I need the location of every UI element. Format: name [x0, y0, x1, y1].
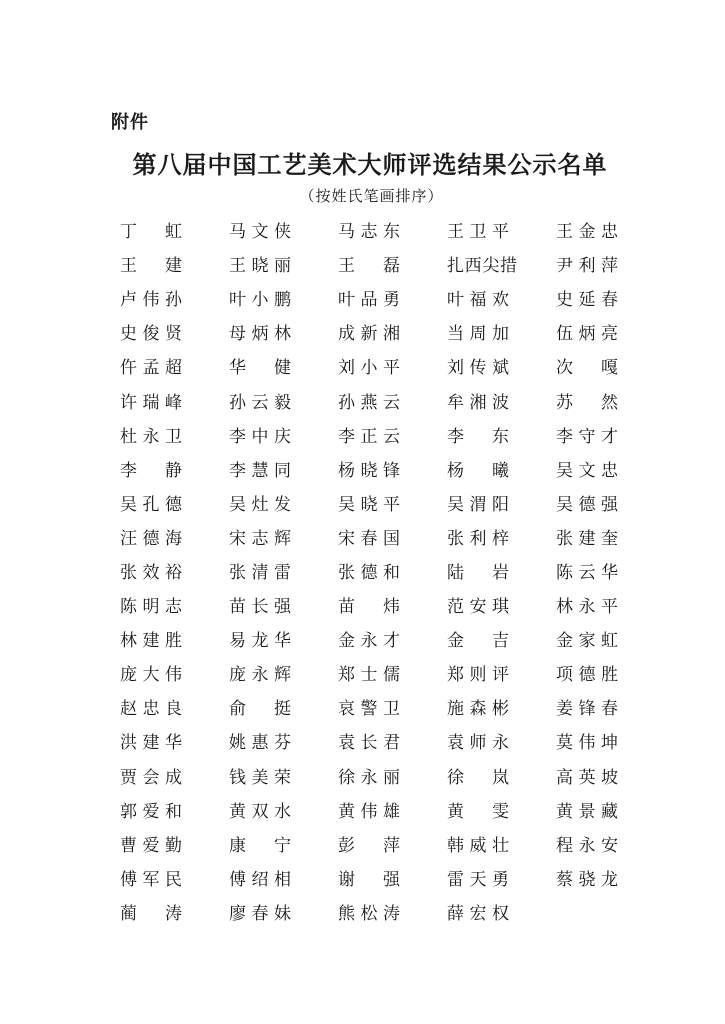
name-entry: 徐 永 丽 [338, 767, 400, 788]
name-entry: 张 利 梓 [447, 528, 509, 549]
name-entry: 庞 永 辉 [229, 665, 291, 686]
name-entry: 母 炳 林 [229, 324, 291, 345]
name-entry: 项 德 胜 [556, 665, 618, 686]
name-entry: 钱 美 荣 [229, 767, 291, 788]
name-entry: 陈 云 华 [556, 562, 618, 583]
name-entry: 王 磊 [338, 256, 400, 277]
name-entry: 姜 锋 春 [556, 699, 618, 720]
name-entry: 金 家 虹 [556, 631, 618, 652]
name-list [120, 215, 630, 931]
name-entry: 马 文 侠 [229, 222, 291, 243]
name-entry: 金 吉 [447, 631, 509, 652]
name-entry: 庞 大 伟 [120, 665, 182, 686]
name-entry: 杨 晓 锋 [338, 460, 400, 481]
name-entry: 华 健 [229, 358, 291, 379]
attachment-label: 附件 [111, 112, 149, 133]
name-entry: 宋 志 辉 [229, 528, 291, 549]
name-entry: 金 永 才 [338, 631, 400, 652]
name-entry: 史 延 春 [556, 290, 618, 311]
name-entry: 陆 岩 [447, 562, 509, 583]
name-entry: 林 永 平 [556, 597, 618, 618]
name-entry: 程 永 安 [556, 835, 618, 856]
name-entry: 莫 伟 坤 [556, 733, 618, 754]
name-entry: 施 森 彬 [447, 699, 509, 720]
name-entry: 郑 士 儒 [338, 665, 400, 686]
name-entry: 陈 明 志 [120, 597, 182, 618]
name-entry: 袁 长 君 [338, 733, 400, 754]
name-entry: 王 卫 平 [447, 222, 509, 243]
name-entry: 尹 利 萍 [556, 256, 618, 277]
name-entry: 薛 宏 权 [447, 903, 509, 924]
name-entry: 雷 天 勇 [447, 869, 509, 890]
name-entry: 苗 长 强 [229, 597, 291, 618]
name-entry: 马 志 东 [338, 222, 400, 243]
name-entry: 史 俊 贤 [120, 324, 182, 345]
name-entry: 次 嘎 [556, 358, 618, 379]
name-entry: 曹 爱 勤 [120, 835, 182, 856]
name-entry: 汪 德 海 [120, 528, 182, 549]
name-entry: 傅 军 民 [120, 869, 182, 890]
name-entry: 贾 会 成 [120, 767, 182, 788]
name-entry: 谢 强 [338, 869, 400, 890]
name-entry: 李 东 [447, 426, 509, 447]
document-subtitle: （按姓氏笔画排序） [299, 187, 444, 205]
name-entry: 李 慧 同 [229, 460, 291, 481]
name-entry: 许 瑞 峰 [120, 392, 182, 413]
name-entry: 袁 师 永 [447, 733, 509, 754]
name-entry: 张 德 和 [338, 562, 400, 583]
name-entry: 黄 双 水 [229, 801, 291, 822]
name-entry: 当 周 加 [447, 324, 509, 345]
name-entry: 吴 灶 发 [229, 494, 291, 515]
name-entry: 范 安 琪 [447, 597, 509, 618]
name-entry: 王 建 [120, 256, 182, 277]
name-entry: 熊 松 涛 [338, 903, 400, 924]
name-entry: 张 效 裕 [120, 562, 182, 583]
name-entry: 苗 炜 [338, 597, 400, 618]
name-entry: 易 龙 华 [229, 631, 291, 652]
name-entry: 伍 炳 亮 [556, 324, 618, 345]
name-entry: 张 清 雷 [229, 562, 291, 583]
name-entry: 吴 渭 阳 [447, 494, 509, 515]
name-entry: 姚 惠 芬 [229, 733, 291, 754]
name-entry: 韩 威 壮 [447, 835, 509, 856]
name-entry: 叶 小 鹏 [229, 290, 291, 311]
name-entry: 牟 湘 波 [447, 392, 509, 413]
name-entry: 哀 警 卫 [338, 699, 400, 720]
name-entry: 吴 德 强 [556, 494, 618, 515]
name-entry: 郑 则 评 [447, 665, 509, 686]
name-entry: 杨 曦 [447, 460, 509, 481]
name-entry: 叶 品 勇 [338, 290, 400, 311]
name-entry: 孙 云 毅 [229, 392, 291, 413]
name-entry: 刘 传 斌 [447, 358, 509, 379]
name-entry: 黄 雯 [447, 801, 509, 822]
name-entry: 彭 萍 [338, 835, 400, 856]
name-entry: 扎 西 尖 措 [447, 256, 517, 277]
name-entry: 孙 燕 云 [338, 392, 400, 413]
name-entry: 林 建 胜 [120, 631, 182, 652]
name-entry: 洪 建 华 [120, 733, 182, 754]
name-entry: 吴 孔 德 [120, 494, 182, 515]
name-entry: 蔡 骁 龙 [556, 869, 618, 890]
name-entry: 黄 景 藏 [556, 801, 618, 822]
name-entry: 王 金 忠 [556, 222, 618, 243]
name-entry: 傅 绍 相 [229, 869, 291, 890]
name-entry: 卢 伟 孙 [120, 290, 182, 311]
name-entry: 俞 挺 [229, 699, 291, 720]
name-entry: 廖 春 妹 [229, 903, 291, 924]
name-entry: 徐 岚 [447, 767, 509, 788]
name-entry: 黄 伟 雄 [338, 801, 400, 822]
name-entry: 吴 晓 平 [338, 494, 400, 515]
name-entry: 高 英 坡 [556, 767, 618, 788]
name-entry: 杜 永 卫 [120, 426, 182, 447]
name-entry: 张 建 奎 [556, 528, 618, 549]
name-entry: 蔺 涛 [120, 903, 182, 924]
name-entry: 康 宁 [229, 835, 291, 856]
name-entry: 王 晓 丽 [229, 256, 291, 277]
name-entry: 李 守 才 [556, 426, 618, 447]
name-entry: 刘 小 平 [338, 358, 400, 379]
name-entry: 叶 福 欢 [447, 290, 509, 311]
document-title: 第八届中国工艺美术大师评选结果公示名单 [132, 150, 608, 179]
name-entry: 郭 爱 和 [120, 801, 182, 822]
name-entry: 仵 孟 超 [120, 358, 182, 379]
name-entry: 李 中 庆 [229, 426, 291, 447]
name-entry: 李 静 [120, 460, 182, 481]
name-entry: 苏 然 [556, 392, 618, 413]
name-entry: 吴 文 忠 [556, 460, 618, 481]
name-entry: 赵 忠 良 [120, 699, 182, 720]
name-entry: 李 正 云 [338, 426, 400, 447]
name-entry: 宋 春 国 [338, 528, 400, 549]
name-entry: 成 新 湘 [338, 324, 400, 345]
name-entry: 丁 虹 [120, 222, 182, 243]
